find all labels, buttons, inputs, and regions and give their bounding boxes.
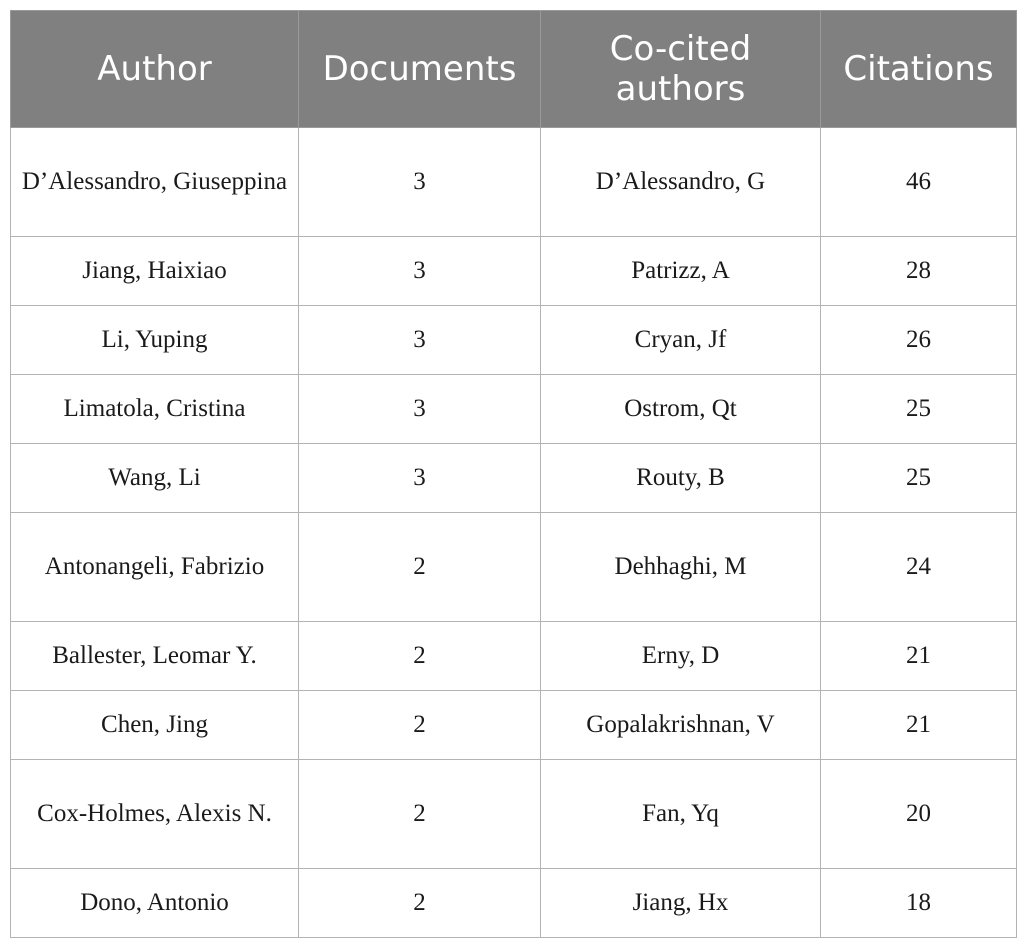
cell-documents: 2 <box>299 513 541 622</box>
table-row <box>11 237 1017 306</box>
header-cocited-authors <box>541 11 821 128</box>
header-documents: Documents <box>299 11 541 128</box>
author-citation-table <box>10 10 1017 938</box>
cell-citations: 21 <box>821 691 1017 760</box>
cell-citations: 28 <box>821 237 1017 306</box>
cell-cocited: Erny, D <box>541 622 821 691</box>
cell-citations: 25 <box>821 375 1017 444</box>
table-row <box>11 622 1017 691</box>
cell-author: D’Alessandro, Giuseppina <box>11 128 299 237</box>
cell-citations: 20 <box>821 760 1017 869</box>
header-author: Author <box>11 11 299 128</box>
cell-author: Dono, Antonio <box>11 869 299 938</box>
table-row <box>11 444 1017 513</box>
table-row <box>11 869 1017 938</box>
header-cocited-line1: Co-cited <box>609 29 752 69</box>
table-row <box>11 128 1017 237</box>
cell-cocited: Dehhaghi, M <box>541 513 821 622</box>
cell-author: Ballester, Leomar Y. <box>11 622 299 691</box>
cell-documents: 3 <box>299 128 541 237</box>
table-row <box>11 760 1017 869</box>
cell-cocited: Ostrom, Qt <box>541 375 821 444</box>
cell-documents: 2 <box>299 760 541 869</box>
cell-author: Limatola, Cristina <box>11 375 299 444</box>
table-body <box>11 128 1017 938</box>
header-row <box>11 11 1017 128</box>
cell-documents: 2 <box>299 869 541 938</box>
cell-cocited: D’Alessandro, G <box>541 128 821 237</box>
author-citation-table-container <box>10 10 1016 938</box>
cell-author: Cox-Holmes, Alexis N. <box>11 760 299 869</box>
cell-author: Li, Yuping <box>11 306 299 375</box>
cell-documents: 2 <box>299 622 541 691</box>
cell-documents: 3 <box>299 237 541 306</box>
cell-cocited: Patrizz, A <box>541 237 821 306</box>
table-header <box>11 11 1017 128</box>
cell-cocited: Fan, Yq <box>541 760 821 869</box>
cell-author: Jiang, Haixiao <box>11 237 299 306</box>
cell-author: Antonangeli, Fabrizio <box>11 513 299 622</box>
cell-documents: 2 <box>299 691 541 760</box>
cell-cocited: Gopalakrishnan, V <box>541 691 821 760</box>
cell-citations: 46 <box>821 128 1017 237</box>
cell-documents: 3 <box>299 375 541 444</box>
cell-citations: 24 <box>821 513 1017 622</box>
cell-citations: 18 <box>821 869 1017 938</box>
cell-author: Wang, Li <box>11 444 299 513</box>
cell-documents: 3 <box>299 306 541 375</box>
cell-author: Chen, Jing <box>11 691 299 760</box>
table-row <box>11 691 1017 760</box>
cell-citations: 21 <box>821 622 1017 691</box>
table-row <box>11 513 1017 622</box>
cell-citations: 25 <box>821 444 1017 513</box>
cell-documents: 3 <box>299 444 541 513</box>
table-row <box>11 306 1017 375</box>
header-cocited-line2: authors <box>615 69 746 109</box>
cell-cocited: Cryan, Jf <box>541 306 821 375</box>
table-row <box>11 375 1017 444</box>
header-citations: Citations <box>821 11 1017 128</box>
cell-cocited: Jiang, Hx <box>541 869 821 938</box>
cell-cocited: Routy, B <box>541 444 821 513</box>
cell-citations: 26 <box>821 306 1017 375</box>
